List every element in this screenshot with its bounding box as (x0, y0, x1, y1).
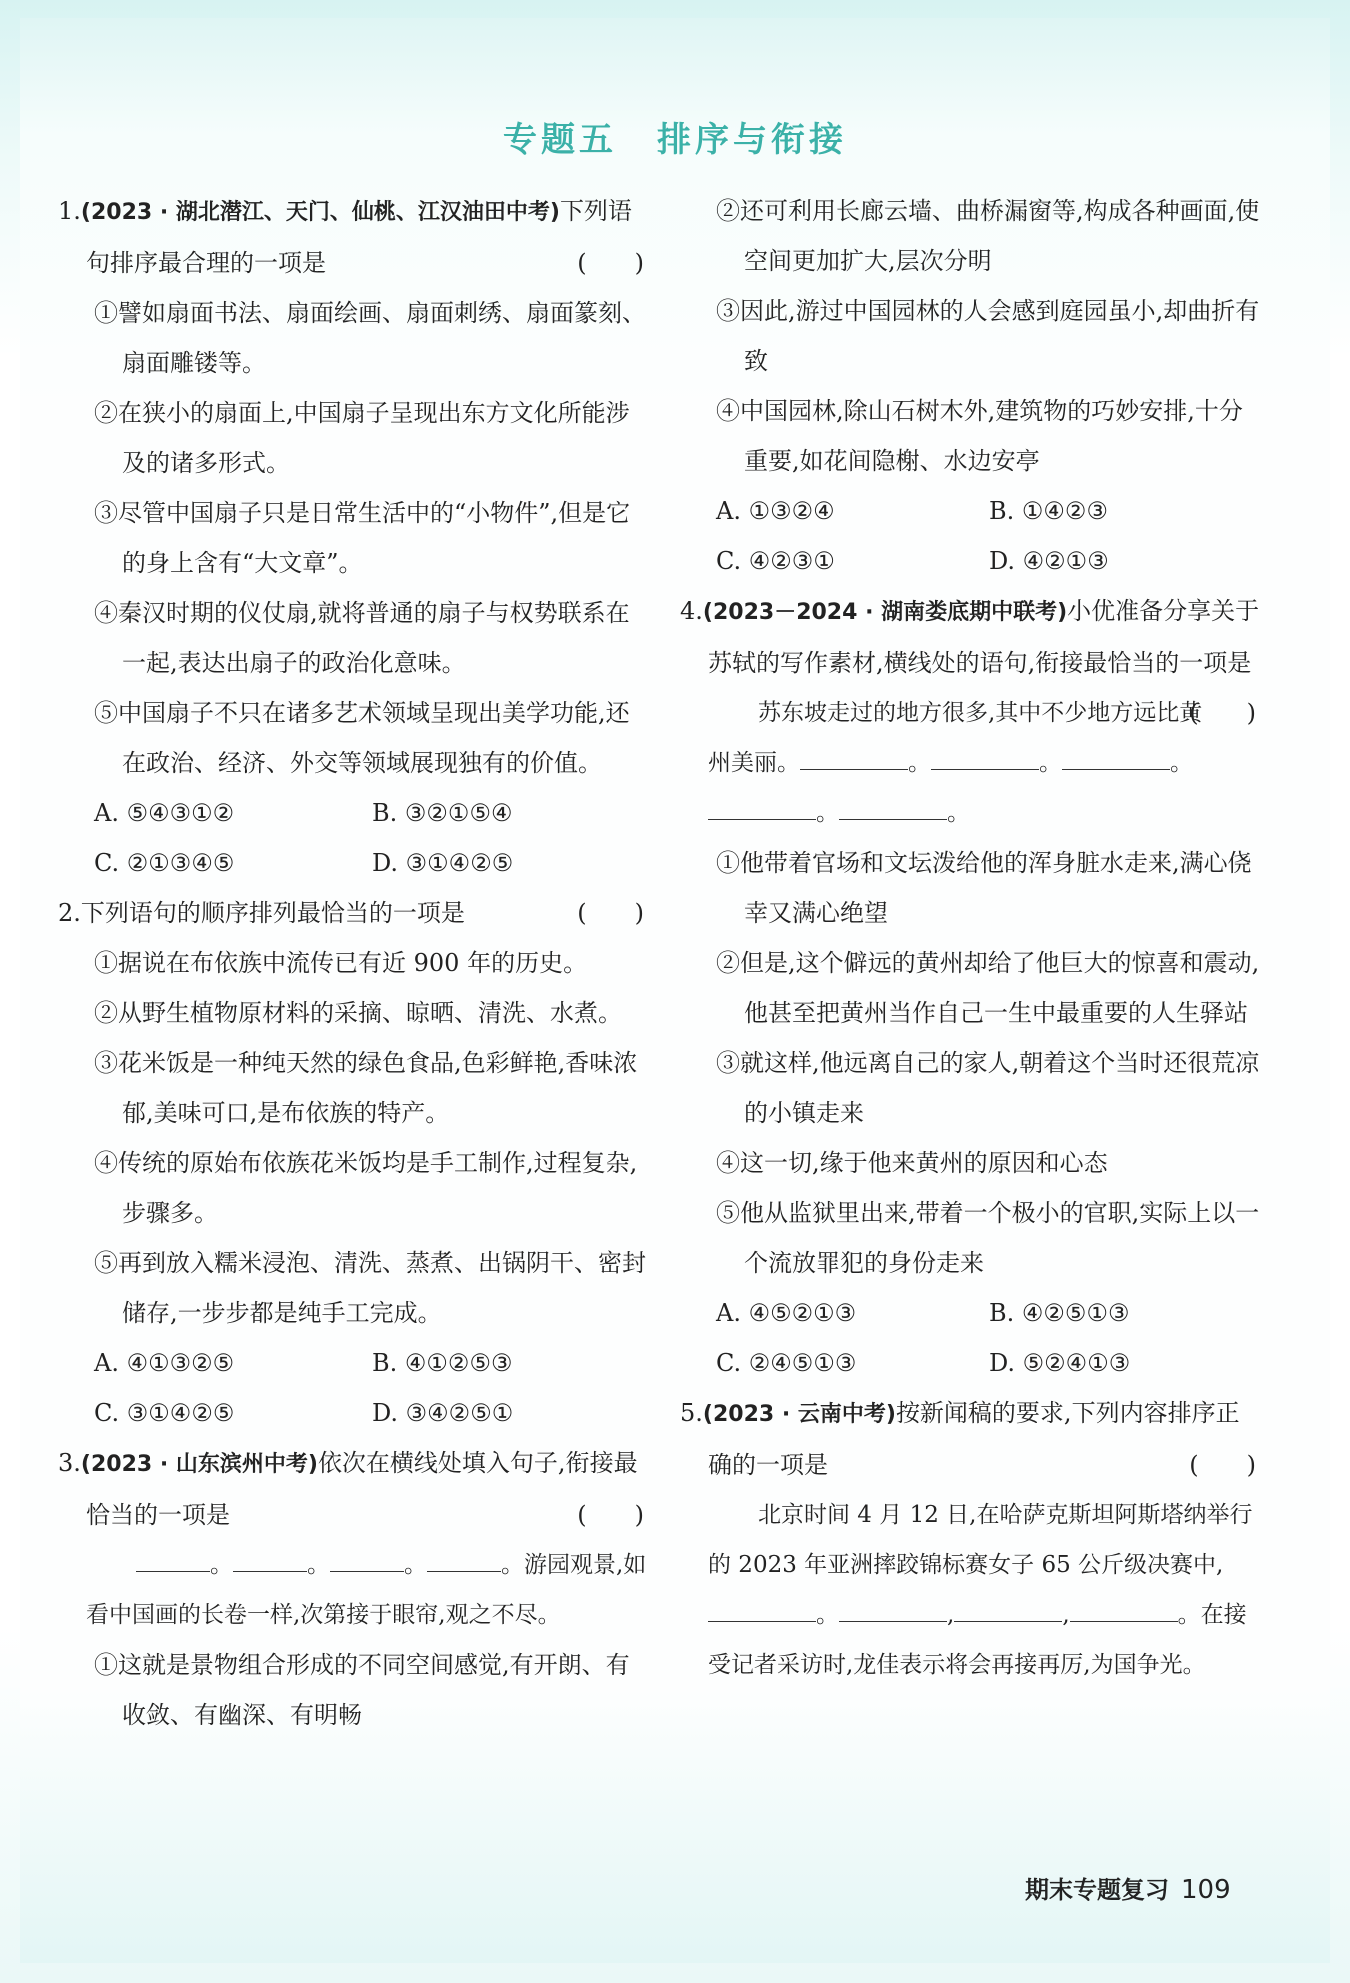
footer-section-label: 期末专题复习 (1025, 1876, 1169, 1904)
page-footer (1025, 1870, 1231, 1905)
sentence-item: ④传统的原始布依族花米饭均是手工制作,过程复杂,步骤多。 (94, 1149, 638, 1227)
question-3 (58, 1438, 650, 1740)
sentence-item: ④中国园林,除山石树木外,建筑物的巧妙安排,十分重要,如花间隐榭、水边安亭 (716, 397, 1243, 475)
passage: 北京时间 4 月 12 日,在哈萨克斯坦阿斯塔纳举行的 2023 年亚洲摔跤锦标赛女子 65 公斤级决赛中,。 , , 。在接受记者采访时,龙佳表示将会再接再厉,为国争光。 (708, 1502, 1253, 1678)
question-5 (680, 1388, 1262, 1690)
right-column (680, 186, 1262, 1690)
choice-d[interactable]: D. ③④②⑤① (372, 1399, 514, 1427)
question-stem (58, 1438, 650, 1540)
fill-blank[interactable] (233, 1541, 307, 1572)
sentence-item: ⑤他从监狱里出来,带着一个极小的官职,实际上以一个流放罪犯的身份走来 (716, 1199, 1260, 1277)
question-stem (58, 888, 650, 938)
question-number: 2. (58, 899, 81, 927)
passage: 苏东坡走过的地方很多,其中不少地方远比黄州美丽。 。 。 。。 。 (708, 700, 1203, 826)
sentence-item: ⑤中国扇子不只在诸多艺术领域呈现出美学功能,还在政治、经济、外交等领域展现独有的价值。 (94, 699, 630, 777)
sentence-item: ④秦汉时期的仪仗扇,就将普通的扇子与权势联系在一起,表达出扇子的政治化意味。 (94, 599, 630, 677)
fill-blank[interactable] (1062, 739, 1170, 770)
sentence-item: ①据说在布依族中流传已有近 900 年的历史。 (94, 949, 588, 977)
choice-d[interactable]: D. ⑤②④①③ (989, 1349, 1131, 1377)
sentence-item: ⑤再到放入糯米浸泡、清洗、蒸煮、出锅阴干、密封储存,一步步都是纯手工完成。 (94, 1249, 646, 1327)
choice-c[interactable]: C. ②①③④⑤ (94, 849, 235, 877)
page-number: 109 (1181, 1875, 1231, 1905)
sentence-item: ③因此,游过中国园林的人会感到庭园虽小,却曲折有致 (716, 297, 1260, 375)
question-1 (58, 186, 650, 888)
passage: 。 。 。 。游园观景,如看中国画的长卷一样,次第接于眼帘,观之不尽。 (58, 1540, 650, 1640)
question-stem (680, 1388, 1262, 1490)
question-text: 下列语句的顺序排列最恰当的一项是 (80, 899, 465, 927)
question-text: 按新闻稿的要求,下列内容排序正确的一项是 (708, 1399, 1240, 1479)
choice-c[interactable]: C. ②④⑤①③ (716, 1349, 857, 1377)
passage-text: 苏东坡走过的地方很多,其中不少地方远比黄州美丽。 (708, 700, 1203, 776)
choice-a[interactable]: A. ①③②④ (716, 497, 835, 525)
question-stem (680, 586, 1262, 727)
fill-blank[interactable] (1070, 1591, 1178, 1622)
passage-text: 北京时间 4 月 12 日,在哈萨克斯坦阿斯塔纳举行的 2023 年亚洲摔跤锦标赛女子 65 公斤级决赛中, (708, 1502, 1253, 1578)
fill-blank[interactable] (427, 1541, 501, 1572)
question-text: 下列语句排序最合理的一项是 (86, 197, 632, 277)
sentence-item: ①这就是景物组合形成的不同空间感觉,有开朗、有收敛、有幽深、有明畅 (94, 1651, 630, 1729)
question-number: 3. (58, 1449, 81, 1477)
question-2 (58, 888, 650, 1438)
choice-a[interactable]: A. ⑤④③①② (94, 799, 235, 827)
fill-blank[interactable] (136, 1541, 210, 1572)
title-topic-number: 专题五 (503, 120, 617, 160)
fill-blank[interactable] (839, 789, 947, 820)
question-number: 5. (680, 1399, 703, 1427)
question-stem (58, 186, 650, 288)
fill-blank[interactable] (330, 1541, 404, 1572)
answer-bracket[interactable]: ( ) (1189, 699, 1256, 727)
answer-choices (680, 486, 1262, 586)
question-source: (2023 · 山东滨州中考) (80, 1452, 318, 1477)
question-source: (2023－2024 · 湖南娄底期中联考) (702, 600, 1068, 625)
passage-text: 游园观景,如看中国画的长卷一样,次第接于眼帘,观之不尽。 (86, 1552, 647, 1628)
question-text: 依次在横线处填入句子,衔接最恰当的一项是 (86, 1449, 638, 1529)
left-column (58, 186, 650, 1740)
sentence-item: ④这一切,缘于他来黄州的原因和心态 (716, 1149, 1108, 1177)
answer-choices (680, 1288, 1262, 1388)
choice-d[interactable]: D. ③①④②⑤ (372, 849, 514, 877)
question-number: 4. (680, 597, 703, 625)
answer-choices (58, 1338, 650, 1438)
choice-d[interactable]: D. ④②①③ (989, 547, 1109, 575)
fill-blank[interactable] (800, 739, 908, 770)
answer-choices (58, 788, 650, 888)
sentence-item: ②还可利用长廊云墙、曲桥漏窗等,构成各种画面,使空间更加扩大,层次分明 (716, 197, 1260, 275)
question-text: 小优准备分享关于苏轼的写作素材,横线处的语句,衔接最恰当的一项是 (708, 597, 1260, 677)
answer-bracket[interactable]: ( ) (577, 1501, 644, 1529)
fill-blank[interactable] (708, 789, 816, 820)
choice-a[interactable]: A. ④⑤②①③ (716, 1299, 857, 1327)
fill-blank[interactable] (708, 1591, 816, 1622)
sentence-item: ②从野生植物原材料的采摘、晾晒、清洗、水煮。 (94, 999, 622, 1027)
question-4 (680, 586, 1262, 1388)
fill-blank[interactable] (839, 1591, 947, 1622)
fill-blank[interactable] (954, 1591, 1062, 1622)
question-number: 1. (58, 197, 81, 225)
question-source: (2023 · 湖北潜江、天门、仙桃、江汉油田中考) (80, 200, 560, 225)
sentence-item: ②在狭小的扇面上,中国扇子呈现出东方文化所能涉及的诸多形式。 (94, 399, 630, 477)
sentence-item: ③花米饭是一种纯天然的绿色食品,色彩鲜艳,香味浓郁,美味可口,是布依族的特产。 (94, 1049, 638, 1127)
sentence-item: ③尽管中国扇子只是日常生活中的“小物件”,但是它的身上含有“大文章”。 (94, 499, 631, 577)
sentence-item: ①他带着官场和文坛泼给他的浑身脏水走来,满心侥幸又满心绝望 (716, 849, 1252, 927)
page-title (0, 112, 1350, 161)
sentence-item: ②但是,这个僻远的黄州却给了他巨大的惊喜和震动,他甚至把黄州当作自己一生中最重要的人生驿站 (716, 949, 1260, 1027)
choice-a[interactable]: A. ④①③②⑤ (94, 1349, 235, 1377)
choice-c[interactable]: C. ③①④②⑤ (94, 1399, 235, 1427)
passage-text: 。在接受记者采访时,龙佳表示将会再接再厉,为国争光。 (708, 1602, 1247, 1678)
fill-blank[interactable] (931, 739, 1039, 770)
choice-c[interactable]: C. ④②③① (716, 547, 835, 575)
sentence-item: ③就这样,他远离自己的家人,朝着这个当时还很荒凉的小镇走来 (716, 1049, 1260, 1127)
question-source: (2023 · 云南中考) (702, 1402, 896, 1427)
sentence-item: ①譬如扇面书法、扇面绘画、扇面刺绣、扇面篆刻、扇面雕镂等。 (94, 299, 646, 377)
answer-bracket[interactable]: ( ) (1189, 1451, 1256, 1479)
choice-b[interactable]: B. ①④②③ (989, 497, 1108, 525)
answer-bracket[interactable]: ( ) (577, 249, 644, 277)
title-topic-name: 排序与衔接 (657, 120, 847, 160)
answer-bracket[interactable]: ( ) (577, 899, 644, 927)
choice-b[interactable]: B. ④②⑤①③ (989, 1299, 1130, 1327)
choice-b[interactable]: B. ③②①⑤④ (372, 799, 513, 827)
choice-b[interactable]: B. ④①②⑤③ (372, 1349, 513, 1377)
